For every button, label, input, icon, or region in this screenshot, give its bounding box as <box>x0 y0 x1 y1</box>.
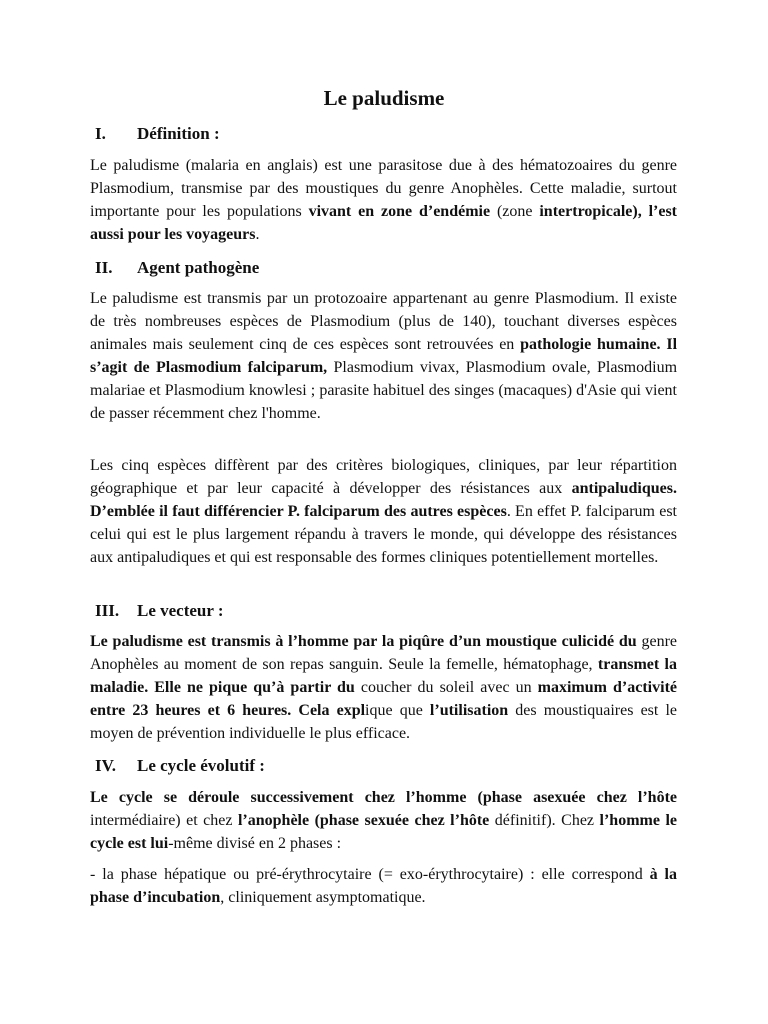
page-title: Le paludisme <box>323 86 445 110</box>
text-run: Le paludisme est transmis par un protozoaire appartenant au genre Plasmodium. Il existe de très nombreuses espèces de Plasmodium (plus de 140), touchant diverses espèces animales mais seulement cinq de ces espèces sont retrouvées en <box>90 290 677 353</box>
text-run: (zone <box>490 202 540 220</box>
paragraph <box>90 787 677 856</box>
section-number: I. <box>95 124 106 143</box>
section-heading-vecteur <box>95 601 224 621</box>
text-run: intermédiaire) et chez <box>90 811 238 829</box>
bold-text-run: à la phase d’incubation <box>90 866 677 906</box>
section-heading-agent-pathogene <box>95 258 259 278</box>
section-title: Le cycle évolutif : <box>137 756 265 775</box>
section-heading-cycle-evolutif <box>95 756 265 776</box>
bold-text-run: intertropicale), l’est aussi pour les voyageurs <box>90 202 677 243</box>
text-run: - la phase hépatique ou pré-érythrocytaire (= exo-érythrocytaire) : elle correspond <box>90 866 650 883</box>
paragraph <box>90 455 677 570</box>
section-heading-definition <box>95 124 220 144</box>
bold-text-run: Le cycle se déroule successivement chez l’homme (phase asexuée chez l’hôte <box>90 789 677 806</box>
paragraph <box>90 864 677 910</box>
bold-text-run: antipaludiques. D’emblée il faut différencier P. falciparum des autres espèces <box>90 479 677 520</box>
text-run: ique que <box>365 701 430 719</box>
section-title: Définition : <box>137 124 220 143</box>
text-run: Plasmodium vivax, Plasmodium ovale, Plasmodium malariae et Plasmodium knowlesi ; parasite habituel des singes (macaques) d'Asie qui vient de passer récemment chez l'homme. <box>90 358 678 422</box>
paragraph <box>90 288 677 425</box>
paragraph <box>90 631 677 746</box>
text-run: coucher du soleil avec un <box>354 678 538 696</box>
section-number: II. <box>95 258 113 277</box>
text-run: Les cinq espèces diffèrent par des critères biologiques, cliniques, par leur répartition géographique et par leur capacité à développer des résistances aux <box>90 457 677 497</box>
section-title: Le vecteur : <box>137 601 224 620</box>
bold-text-run: l’utilisation <box>429 701 509 719</box>
text-run: des moustiquaires est le moyen de prévention individuelle le plus efficace. <box>90 701 677 742</box>
text-run: définitif). Chez <box>489 811 600 829</box>
bold-text-run: l’anophèle (phase sexuée chez l’hôte <box>237 811 490 829</box>
text-run: -même divisé en 2 phases : <box>168 834 342 852</box>
bold-text-run: Le paludisme est transmis à l’homme par la piqûre d’un moustique culicidé du <box>90 633 637 650</box>
section-number: IV. <box>95 756 116 775</box>
text-run: genre Anophèles au moment de son repas sanguin. Seule la femelle, hématophage, <box>90 633 678 673</box>
text-run: . En effet P. falciparum est celui qui est le plus largement répandu à travers le monde, qui développe des résistances aux antipaludiques et qui est responsable des formes cliniques potentiellement mortelles. <box>90 502 677 566</box>
section-number: III. <box>95 601 120 620</box>
text-run: . <box>255 225 260 243</box>
bold-text-run: transmet la maladie. Elle ne pique qu’à partir du <box>90 655 678 696</box>
paragraph <box>90 155 677 247</box>
text-run: Le paludisme (malaria en anglais) est une parasitose due à des hématozoaires du genre Plasmodium, transmise par des moustiques du genre Anophèles. Cette maladie, surtout importante pour les populations <box>90 157 677 220</box>
bold-text-run: pathologie humaine. Il s’agit de Plasmodium falciparum, <box>90 335 678 376</box>
text-run: , cliniquement asymptomatique. <box>220 888 426 906</box>
bold-text-run: vivant en zone d’endémie <box>308 202 491 220</box>
section-title: Agent pathogène <box>137 258 260 277</box>
bold-text-run: maximum d’activité entre 23 heures et 6 heures. Cela expl <box>90 678 677 719</box>
bold-text-run: l’homme le cycle est lui <box>90 811 678 852</box>
